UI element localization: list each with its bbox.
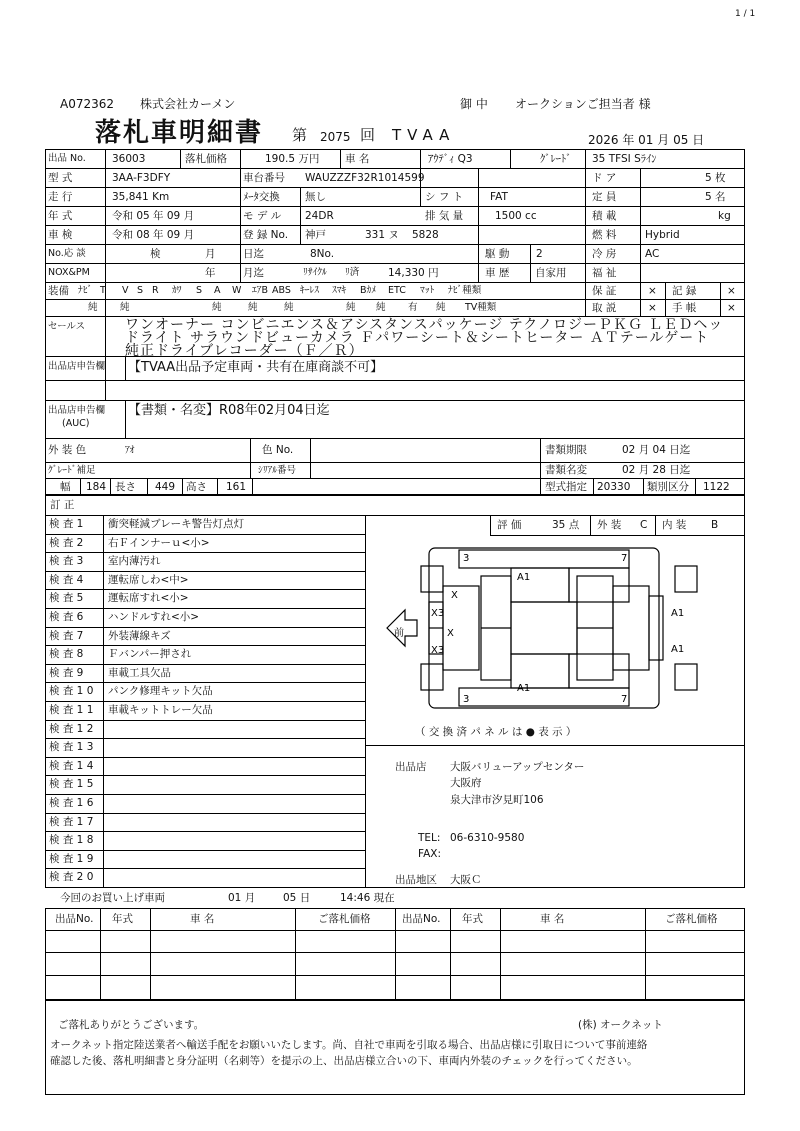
manual-label: 取 説 <box>592 302 617 314</box>
session-prefix: 第 <box>292 126 308 144</box>
winning-price: 190.5 万円 <box>265 153 320 165</box>
mileage-label: 走 行 <box>48 191 73 203</box>
inspection-item-text: Ｆバンパー押され <box>108 648 192 661</box>
registration-number: 5828 <box>412 229 439 241</box>
doc-deadline-label: 書類期限 <box>545 444 587 456</box>
class-label: 類別区分 <box>647 481 689 493</box>
serial-label: ｼﾘｱﾙ番号 <box>258 465 297 476</box>
diagram-mark-12: 3 <box>463 694 470 705</box>
interior-grade: B <box>711 519 719 531</box>
seller-area: 大阪Ｃ <box>450 874 482 886</box>
lot-number: 36003 <box>112 153 146 165</box>
seller-shop-label: 出品店 <box>395 761 427 773</box>
inspection-item-text: 外装薄線キズ <box>108 629 171 642</box>
exterior-grade-label: 外 装 <box>597 519 622 531</box>
session-number: 2075 <box>320 130 351 144</box>
year-label: 年 式 <box>48 210 73 222</box>
mileage: 35,841 Km <box>112 191 170 203</box>
equipment-item: ｶﾜ <box>172 285 182 296</box>
seller-note-label: 出品店申告欄 <box>48 361 106 372</box>
model-year: 令和 05 年 09 月 <box>112 210 195 222</box>
handbook-label: 手 帳 <box>672 302 697 314</box>
inspection-item-label: 検 査 9 <box>49 666 84 679</box>
noka-8no: 8No. <box>310 248 335 260</box>
equipment-item: ABS <box>272 285 291 296</box>
grade: 35 TFSI Sﾗｲﾝ <box>592 153 657 165</box>
equipment-item: W <box>232 285 242 296</box>
inspection-item-label: 検 査 1 <box>49 518 84 530</box>
seller-area-label: 出品地区 <box>395 874 437 886</box>
seller-note-auc-sub: (AUC) <box>62 418 90 429</box>
trim: 24DR <box>305 210 334 222</box>
width: 184 <box>86 481 107 493</box>
equipment-item: V <box>122 285 129 296</box>
panel-note: （ 交 換 済 パ ネ ル は ● 表 示 ） <box>415 726 577 738</box>
equipment-item: ﾏｯﾄ <box>420 285 435 296</box>
diagram-mark-2: 7 <box>621 553 628 564</box>
inspection-item-label: 検 査 2 0 <box>49 871 94 884</box>
diagram-mark-3: A1 <box>517 572 531 583</box>
sales-label: セールス <box>48 321 86 332</box>
seller-note: 【TVAA出品予定車両・共有在庫商談不可】 <box>128 360 384 375</box>
record-label: 記 録 <box>672 285 697 297</box>
registration-label: 登 録 No. <box>243 229 289 241</box>
fuel: Hybrid <box>645 229 680 241</box>
nox-year: 年 <box>205 267 216 279</box>
col-price-1: ご落札価格 <box>318 913 371 925</box>
inspection-item-label: 検 査 5 <box>49 592 84 605</box>
diagram-mark-7: X3 <box>431 645 445 656</box>
dealer-company: 株式会社カーメン <box>140 97 236 111</box>
equipment-value: 純 <box>120 302 130 313</box>
equipment-item: T <box>100 285 106 296</box>
height: 161 <box>226 481 247 493</box>
class: 1122 <box>703 481 730 493</box>
inspection-item-label: 検 査 1 0 <box>49 685 94 698</box>
sales-line-2: ドライト サラウンドビューカメラ Ｆパワーシート＆シートヒーター ＡＴテールゲート <box>125 330 710 346</box>
col-name-1: 車 名 <box>190 913 215 925</box>
col-price-2: ご落札価格 <box>665 913 718 925</box>
session-suffix: 回 <box>360 126 376 144</box>
history-label: 車 歴 <box>485 267 510 279</box>
capacity: 5 名 <box>705 191 726 203</box>
equipment-item: A <box>214 285 221 296</box>
height-label: 高さ <box>186 481 207 493</box>
equipment-item: S <box>137 285 144 296</box>
addressee-to: 御 中 <box>460 97 488 111</box>
equipment-item: ｴｱB <box>252 285 269 296</box>
inspection-label: 車 検 <box>48 229 73 241</box>
page-indicator: 1 / 1 <box>735 9 756 19</box>
meter-label: ﾒｰﾀ交換 <box>243 191 280 203</box>
inspection-item-text: 運転席しわ<中> <box>108 573 189 586</box>
inspection-item-label: 検 査 7 <box>49 629 84 642</box>
addressee: オークションご担当者 様 <box>515 97 651 111</box>
correction-label: 訂 正 <box>50 499 75 511</box>
inspection-item-text: 運転席すれ<小> <box>108 592 189 605</box>
displacement-label: 排 気 量 <box>425 210 464 222</box>
warranty-label: 保 証 <box>592 285 617 297</box>
inspection-item-label: 検 査 1 2 <box>49 722 94 735</box>
purchases-month: 01 月 <box>228 892 256 904</box>
equipment-value: 純 <box>376 302 386 313</box>
name-change-label: 書類名変 <box>545 464 587 476</box>
equipment-item: ﾅﾋﾞ <box>78 285 93 296</box>
registration-area: 神戸 <box>305 229 326 241</box>
recycle-label: ﾘｻｲｸﾙ <box>303 267 327 278</box>
inspection-item-label: 検 査 1 3 <box>49 741 94 754</box>
inspection-item-label: 検 査 1 5 <box>49 778 94 791</box>
nox-until: 月迄 <box>243 267 264 279</box>
inspection-item-text: 車載工具欠品 <box>108 666 171 679</box>
equipment-item: Bｶﾒ <box>360 285 377 296</box>
trim-label: モ デ ル <box>243 210 282 222</box>
equipment-value: TV種類 <box>465 302 497 313</box>
col-year-1: 年式 <box>112 913 133 925</box>
diagram-mark-13: 7 <box>621 694 628 705</box>
grade-fix-label: ｸﾞﾚｰﾄﾞ補足 <box>48 465 96 476</box>
vin: WAUZZZF32R1014599 <box>305 172 425 184</box>
car-name: ｱｳﾃﾞｨ Q3 <box>428 153 473 165</box>
footer-note-1: オークネット指定陸送業者へ輸送手配をお願いいたします。尚、自社で車両を引取る場合、出品店様に引取日について事前連絡 <box>50 1039 648 1051</box>
color-no-label: 色 No. <box>262 444 294 456</box>
purchases-title: 今回のお買い上げ車両 <box>60 892 165 904</box>
car-damage-diagram <box>385 540 725 720</box>
ac: AC <box>645 248 660 260</box>
inspection-item-label: 検 査 1 6 <box>49 797 94 809</box>
grade-label: ｸﾞﾚｰﾄﾞ <box>540 153 572 165</box>
doors-label: ド ア <box>592 172 617 184</box>
handbook-mark: × <box>727 302 736 314</box>
car-name-label: 車 名 <box>345 153 370 165</box>
interior-grade-label: 内 装 <box>662 519 687 531</box>
shift: FAT <box>490 191 508 203</box>
vin-label: 車台番号 <box>243 172 285 184</box>
sales-line-3: 純正ドライブレコーダー（Ｆ／Ｒ） <box>125 343 364 359</box>
load-label: 積 載 <box>592 210 617 222</box>
history: 自家用 <box>535 267 567 279</box>
exterior-grade: C <box>640 519 648 531</box>
equipment-item: ｷｰﾚｽ <box>300 285 320 296</box>
recycle-fee: 14,330 円 <box>388 267 439 279</box>
sales-line-1: ワンオーナー コンビニエンス＆アシスタンスパッケージ テクノロジーＰＫＧ ＬＥＤヘッ <box>125 317 724 333</box>
noka-month: 月 <box>205 248 216 260</box>
capacity-label: 定 員 <box>592 191 617 203</box>
equipment-label: 装備 <box>48 285 69 297</box>
model-code: 3AA-F3DFY <box>112 172 171 184</box>
diagram-mark-front: 前 <box>394 628 404 639</box>
diagram-mark-11: A1 <box>517 683 531 694</box>
equipment-item: ﾅﾋﾞ種類 <box>448 285 482 296</box>
length: 449 <box>155 481 176 493</box>
diagram-mark-4: X <box>451 590 458 601</box>
displacement: 1500 cc <box>495 210 537 222</box>
nox-label: NOX&PM <box>48 267 90 278</box>
exterior-color-label: 外 装 色 <box>48 444 87 456</box>
inspection-item-label: 検 査 8 <box>49 648 84 661</box>
inspection-item-text: 室内薄汚れ <box>108 555 161 568</box>
registration-class: 331 ヌ <box>365 229 399 241</box>
score: 35 点 <box>552 519 580 531</box>
ac-label: 冷 房 <box>592 248 617 260</box>
purchases-time: 14:46 現在 <box>340 892 395 904</box>
diagram-mark-6: X <box>447 628 454 639</box>
equipment-item: ETC <box>388 285 406 296</box>
meter-change: 無し <box>305 191 326 203</box>
inspection-item-label: 検 査 2 <box>49 536 84 549</box>
thanks: ご落札ありがとうございます。 <box>58 1019 205 1031</box>
equipment-value: 純 <box>88 302 98 313</box>
load: kg <box>718 210 731 222</box>
length-label: 長さ <box>115 481 136 493</box>
recycle-status: ﾘ済 <box>345 267 360 278</box>
col-lot-1: 出品No. <box>55 913 94 925</box>
footer-note-2: 確認した後、落札明細書と身分証明（名刺等）を提示の上、出品店様立合いの下、車両内外装のチェックを行ってください。 <box>50 1055 638 1067</box>
equipment-item: S <box>196 285 203 296</box>
tel: 06-6310-9580 <box>450 832 525 844</box>
inspection-item-label: 検 査 4 <box>49 573 84 586</box>
inspection-item-text: パンク修理キット欠品 <box>108 685 213 698</box>
equipment-item: R <box>152 285 159 296</box>
equipment-item: ｽﾏｷ <box>332 285 347 296</box>
model-label: 型 式 <box>48 172 73 184</box>
type-spec: 20330 <box>597 481 631 493</box>
seller-shop: 大阪バリューアップセンター <box>450 761 585 773</box>
diagram-mark-10: A1 <box>671 644 685 655</box>
welfare-label: 福 祉 <box>592 267 617 279</box>
inspection-item-label: 検 査 1 8 <box>49 834 94 847</box>
lot-label: 出品 No. <box>48 153 86 164</box>
equipment-value: 純 <box>248 302 258 313</box>
venue: TVAA <box>392 126 456 144</box>
inspection-item-text: ハンドルすれ<小> <box>108 611 200 623</box>
col-lot-2: 出品No. <box>402 913 441 925</box>
width-label: 幅 <box>60 481 71 493</box>
diagram-mark-5: X3 <box>431 608 445 619</box>
seller-note-auc-label: 出品店申告欄 <box>48 405 106 416</box>
inspection-item-text: 衝突軽減ブレーキ警告灯点灯 <box>108 518 245 530</box>
inspection-item-label: 検 査 6 <box>49 611 84 623</box>
col-year-2: 年式 <box>462 913 483 925</box>
doors: 5 枚 <box>705 172 726 184</box>
doc-deadline: 02 月 04 日迄 <box>622 444 691 456</box>
noka-ken: 検 <box>150 248 161 260</box>
equipment-value: 純 <box>284 302 294 313</box>
seller-note-auc: 【書類・名変】R08年02月04日迄 <box>128 403 330 418</box>
noka-until: 日迄 <box>243 248 264 260</box>
inspection-item-label: 検 査 1 9 <box>49 852 94 865</box>
name-change: 02 月 28 日迄 <box>622 464 691 476</box>
diagram-mark-9: A1 <box>671 608 685 619</box>
diagram-mark-1: 3 <box>463 553 470 564</box>
fuel-label: 燃 料 <box>592 229 617 241</box>
equipment-value: 純 <box>436 302 446 313</box>
col-name-2: 車 名 <box>540 913 565 925</box>
shift-label: シ フ ト <box>425 191 464 203</box>
equipment-value: 純 <box>212 302 222 313</box>
noka-label: No.応 談 <box>48 248 86 259</box>
inspection-expiry: 令和 08 年 09 月 <box>112 229 195 241</box>
inspection-item-label: 検 査 1 1 <box>49 704 94 716</box>
warranty-mark: × <box>648 285 657 297</box>
document-title: 落札車明細書 <box>95 118 264 148</box>
manual-mark: × <box>648 302 657 314</box>
inspection-item-text: 右Ｆインナーｕ<小> <box>108 536 210 549</box>
purchases-day: 05 日 <box>283 892 311 904</box>
equipment-value: 純 <box>346 302 356 313</box>
score-label: 評 価 <box>497 519 522 531</box>
inspection-item-label: 検 査 1 4 <box>49 759 94 772</box>
drive: 2 <box>536 248 543 260</box>
inspection-item-label: 検 査 3 <box>49 555 84 568</box>
footer-company: (株) オークネット <box>578 1019 663 1031</box>
price-label: 落札価格 <box>185 153 227 165</box>
exterior-color: ｱｵ <box>125 445 135 456</box>
type-spec-label: 型式指定 <box>545 481 587 493</box>
inspection-item-text: 車載キットトレー欠品 <box>108 704 213 716</box>
tel-label: TEL: <box>418 832 441 844</box>
drive-label: 駆 動 <box>485 248 510 260</box>
inspection-item-label: 検 査 1 7 <box>49 815 94 828</box>
dealer-code: A072362 <box>60 97 115 111</box>
seller-prefecture: 大阪府 <box>450 777 482 789</box>
seller-address: 泉大津市汐見町106 <box>450 794 544 806</box>
equipment-value: 有 <box>408 302 418 313</box>
fax-label: FAX: <box>418 848 441 860</box>
record-mark: × <box>727 285 736 297</box>
issue-date: 2026 年 01 月 05 日 <box>588 133 705 147</box>
